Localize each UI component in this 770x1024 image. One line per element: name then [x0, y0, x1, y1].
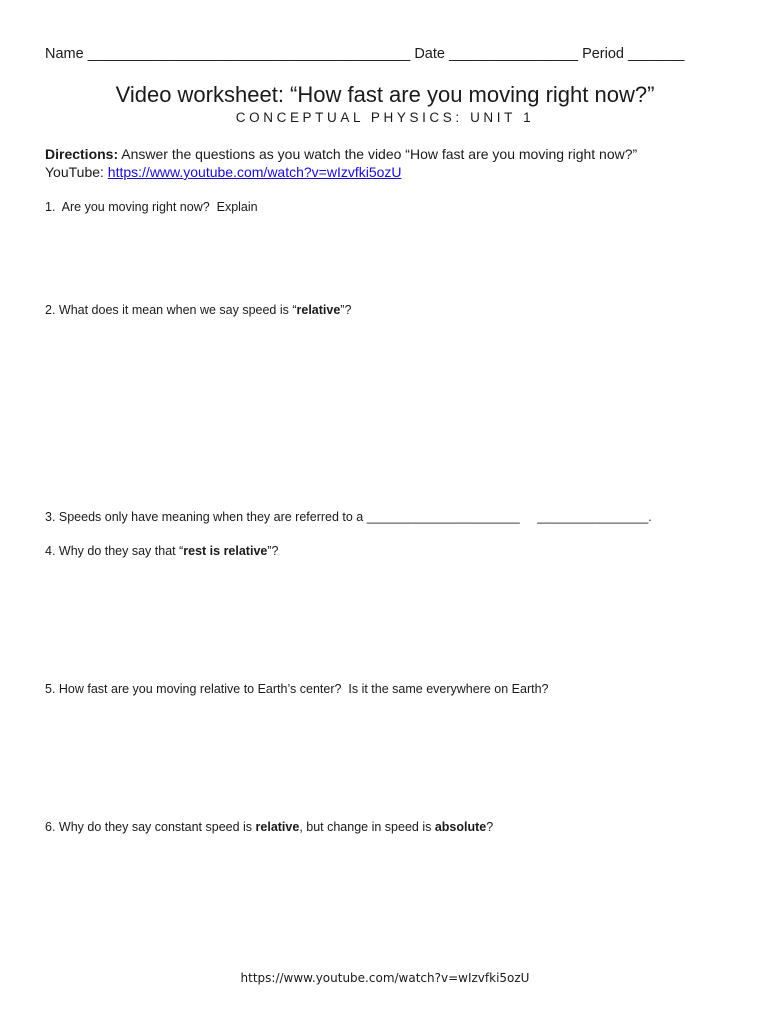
question-5: 5. How fast are you moving relative to Earth’s center? Is it the same everywhere on Earth?: [45, 682, 549, 696]
question-4-bold: rest is relative: [183, 544, 268, 558]
question-6-end: ?: [486, 820, 494, 834]
period-label: Period: [582, 46, 624, 62]
name-blank: ________________________________________: [87, 46, 411, 62]
question-2: [45, 303, 351, 317]
question-6-bold-relative: relative: [255, 820, 300, 834]
question-2-end: ”?: [340, 303, 352, 317]
period-blank: _______: [628, 46, 685, 62]
youtube-line: [45, 164, 402, 180]
page-title: Video worksheet: “How fast are you moving right now?”: [115, 82, 655, 107]
question-6-text: 6. Why do they say constant speed is: [45, 820, 256, 834]
header-fields: [45, 46, 684, 62]
question-6-middle: , but change in speed is: [299, 820, 435, 834]
footer-url: https://www.youtube.com/watch?v=wIzvfki5ozU: [240, 971, 530, 985]
directions: [45, 145, 637, 163]
question-4: [45, 544, 278, 558]
directions-label: Directions:: [45, 146, 119, 162]
date-blank: ________________: [449, 46, 579, 62]
youtube-link[interactable]: https://www.youtube.com/watch?v=wIzvfki5ozU: [107, 164, 402, 180]
question-4-end: ”?: [267, 544, 279, 558]
name-label: Name: [45, 46, 84, 62]
question-2-bold: relative: [296, 303, 341, 317]
question-2-text: 2. What does it mean when we say speed is “: [45, 303, 297, 317]
question-6: [45, 820, 493, 834]
question-3-blank-1: ______________________: [366, 510, 520, 524]
question-6-bold-absolute: absolute: [434, 820, 487, 834]
page-subtitle: CONCEPTUAL PHYSICS: UNIT 1: [235, 110, 535, 125]
question-3-text: 3. Speeds only have meaning when they are referred to a: [45, 510, 367, 524]
question-1: 1. Are you moving right now? Explain: [45, 200, 258, 214]
question-4-text: 4. Why do they say that “: [45, 544, 184, 558]
question-3-blank-2: ________________.: [537, 510, 652, 524]
question-3: [45, 510, 652, 524]
youtube-label: YouTube:: [45, 164, 108, 180]
date-label: Date: [414, 46, 445, 62]
directions-text: Answer the questions as you watch the video “How fast are you moving right now?”: [118, 146, 638, 162]
